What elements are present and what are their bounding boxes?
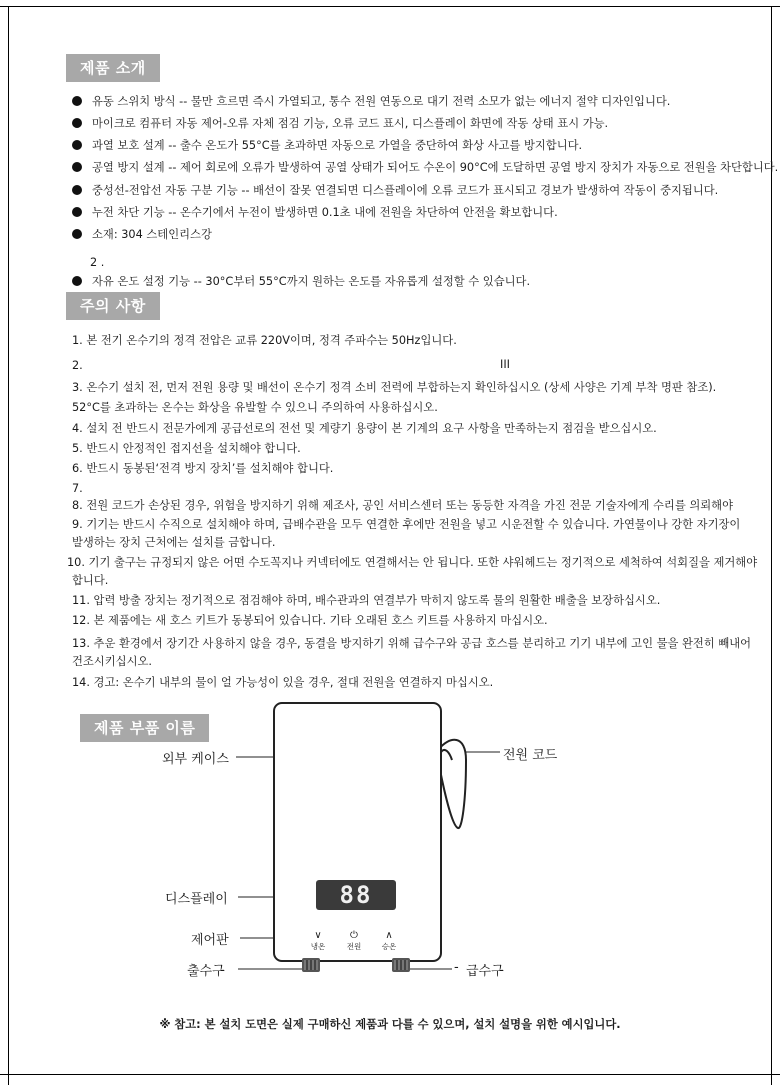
caution-line: 11. 압력 방출 장치는 정기적으로 점검해야 하며, 배수관과의 연결부가 막히지 않도록 물의 원활한 배출을 보장하십시오. bbox=[72, 594, 661, 607]
bullet-icon bbox=[72, 276, 82, 286]
outlet-pipe bbox=[302, 958, 320, 972]
control-panel-label: 제어판 bbox=[191, 933, 229, 948]
outer-case-label: 외부 케이스 bbox=[162, 752, 229, 767]
caution-line: 10. 기기 출구는 규정되지 않은 어떤 수도꼭지나 커넥터에도 연결해서는 안 됩니다. 또한 샤워헤드는 정기적으로 세척하여 석회질을 제거해야 bbox=[67, 556, 758, 569]
bullet-icon bbox=[72, 162, 82, 172]
caution-line: 52°C를 초과하는 온수는 화상을 유발할 수 있으니 주의하여 사용하십시오. bbox=[72, 401, 438, 414]
caution-line: 2. bbox=[72, 359, 83, 372]
power-icon: ⏻ bbox=[350, 930, 358, 941]
caution-line: 5. 반드시 안정적인 접지선을 설치해야 합니다. bbox=[72, 442, 301, 455]
power-button[interactable] bbox=[339, 931, 369, 952]
inlet-pipe bbox=[392, 958, 410, 972]
power-cord bbox=[438, 740, 466, 828]
temp-up-label: 승온 bbox=[381, 942, 397, 951]
caution-line: 9. 기기는 반드시 수직으로 설치해야 하며, 급배수관을 모두 연결한 후에만 전원을 넣고 시운전할 수 있습니다. 가연물이나 강한 자기장이 bbox=[72, 518, 741, 531]
inlet-label: 급수구 bbox=[466, 964, 504, 979]
bullet-icon bbox=[72, 96, 82, 106]
caution-line: 8. 전원 코드가 손상된 경우, 위험을 방지하기 위해 제조사, 공인 서비스센터 또는 동등한 자격을 가진 전문 기술자에게 수리를 의뢰해야 bbox=[72, 499, 733, 512]
temp-down-label: 냉온 bbox=[310, 942, 326, 951]
caution-line: 13. 추운 환경에서 장기간 사용하지 않을 경우, 동결을 방지하기 위해 급수구와 공급 호스를 분리하고 기기 내부에 고인 물을 완전히 빼내어 bbox=[72, 637, 752, 650]
stray-number: 2 . bbox=[90, 256, 105, 269]
temp-up-button[interactable] bbox=[374, 931, 404, 952]
bullet-icon bbox=[72, 207, 82, 217]
caution-line: 발생하는 장치 근처에는 설치를 금합니다. bbox=[72, 536, 276, 549]
chevron-up-icon: ∧ bbox=[385, 930, 393, 941]
chevron-down-icon: ∨ bbox=[314, 930, 322, 941]
frame-top-line bbox=[0, 6, 780, 7]
caution-line: 건조시키십시오. bbox=[72, 655, 152, 668]
outlet-label: 출수구 bbox=[187, 964, 225, 979]
caution-line: 14. 경고: 온수기 내부의 물이 얼 가능성이 있을 경우, 절대 전원을 연결하지 마십시오. bbox=[72, 676, 494, 689]
caution-line: 3. 온수기 설치 전, 먼저 전원 용량 및 배선이 온수기 정격 소비 전력에 부합하는지 확인하십시오 (상세 사양은 기계 부착 명판 참조). bbox=[72, 381, 717, 394]
frame-bottom-line bbox=[0, 1074, 780, 1075]
caution-line: 7. bbox=[72, 482, 83, 495]
bullet-icon bbox=[72, 185, 82, 195]
caution-line: 4. 설치 전 반드시 전문가에게 공급선로의 전선 및 계량기 용량이 본 기계의 요구 사항을 만족하는지 점검을 받으십시오. bbox=[72, 422, 657, 435]
heater-body bbox=[273, 702, 442, 962]
frame-left-line bbox=[8, 6, 9, 1085]
caution-line: 12. 본 제품에는 새 호스 키트가 동봉되어 있습니다. 기타 오래된 호스 키트를 사용하지 마십시오. bbox=[72, 614, 548, 627]
power-cord-label: 전원 코드 bbox=[503, 748, 558, 763]
intro-section-title: 제품 소개 bbox=[66, 54, 160, 82]
display-label: 디스플레이 bbox=[165, 892, 228, 907]
caution-section-title: 주의 사항 bbox=[66, 292, 160, 320]
temp-down-button[interactable] bbox=[303, 931, 333, 952]
inlet-prefix: - bbox=[454, 960, 459, 975]
display-screen: 88 bbox=[316, 880, 396, 910]
bullet-icon bbox=[72, 229, 82, 239]
bullet-icon bbox=[72, 140, 82, 150]
caution-line: 1. 본 전기 온수기의 정격 전압은 교류 220V이며, 정격 주파수는 50Hz입니다. bbox=[72, 334, 457, 347]
caution-line: 합니다. bbox=[72, 574, 109, 587]
stray-mark: III bbox=[500, 358, 510, 371]
caution-line: 6. 반드시 동봉된‘전격 방지 장치’를 설치해야 합니다. bbox=[72, 462, 334, 475]
parts-section-title: 제품 부품 이름 bbox=[80, 714, 209, 742]
footer-note: ※ 참고: 본 설치 도면은 실제 구매하신 제품과 다를 수 있으며, 설치 설명을 위한 예시입니다. bbox=[159, 1018, 621, 1031]
bullet-icon bbox=[72, 118, 82, 128]
power-label: 전원 bbox=[346, 942, 362, 951]
